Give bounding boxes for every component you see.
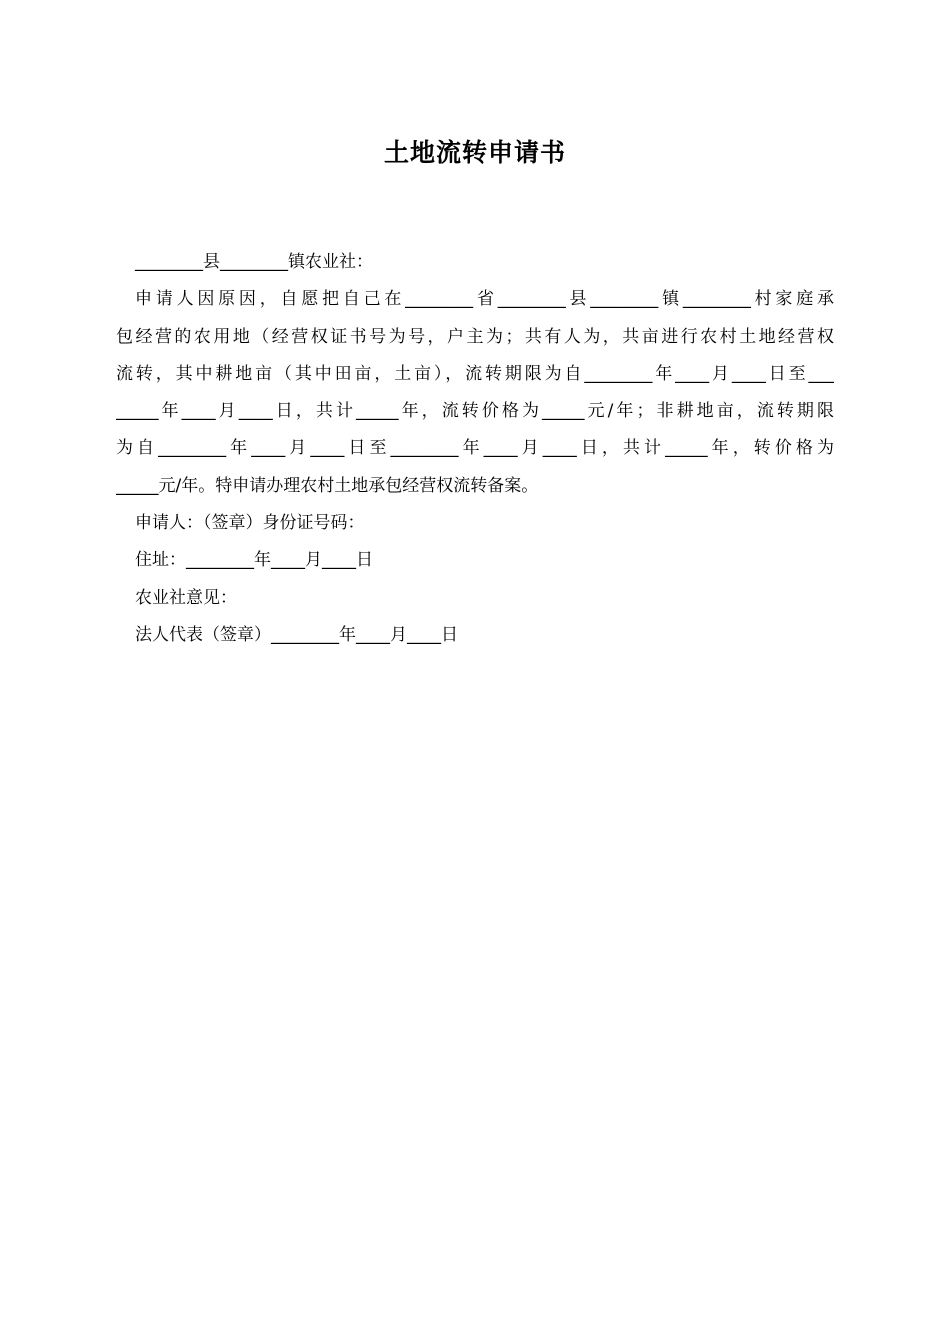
document-body — [116, 244, 834, 654]
cooperative-opinion-line: 农业社意见： — [135, 587, 237, 608]
paragraph-line-2: 包经营的农用地（经营权证书号为号，户主为；共有人为，共亩进行农村土地经营权 — [116, 326, 834, 347]
paragraph-line-5: 为自________年____月____日至________年____月____日，共计_____年，转价格为 — [116, 438, 834, 459]
address-line: 住址：________年____月____日 — [135, 550, 373, 571]
paragraph-line-6: _____元/年。特申请办理农村土地承包经营权流转备案。 — [116, 475, 539, 496]
paragraph-line-3: 流转，其中耕地亩（其中田亩，土亩），流转期限为自________年____月____日至___ — [116, 363, 834, 384]
paragraph-line-1: 申请人因原因，自愿把自己在________省________县________镇________村家庭承 — [135, 289, 834, 310]
applicant-line: 申请人：（签章）身份证号码： — [135, 513, 365, 534]
document-title: 土地流转申请书 — [383, 138, 566, 167]
paragraph-line-4: _____年____月____日，共计_____年，流转价格为_____元/年；非耕地亩，流转期限 — [116, 401, 834, 422]
legal-representative-line: 法人代表（签章）________年____月____日 — [135, 624, 458, 645]
addressee-line: ________县________镇农业社： — [135, 252, 373, 272]
